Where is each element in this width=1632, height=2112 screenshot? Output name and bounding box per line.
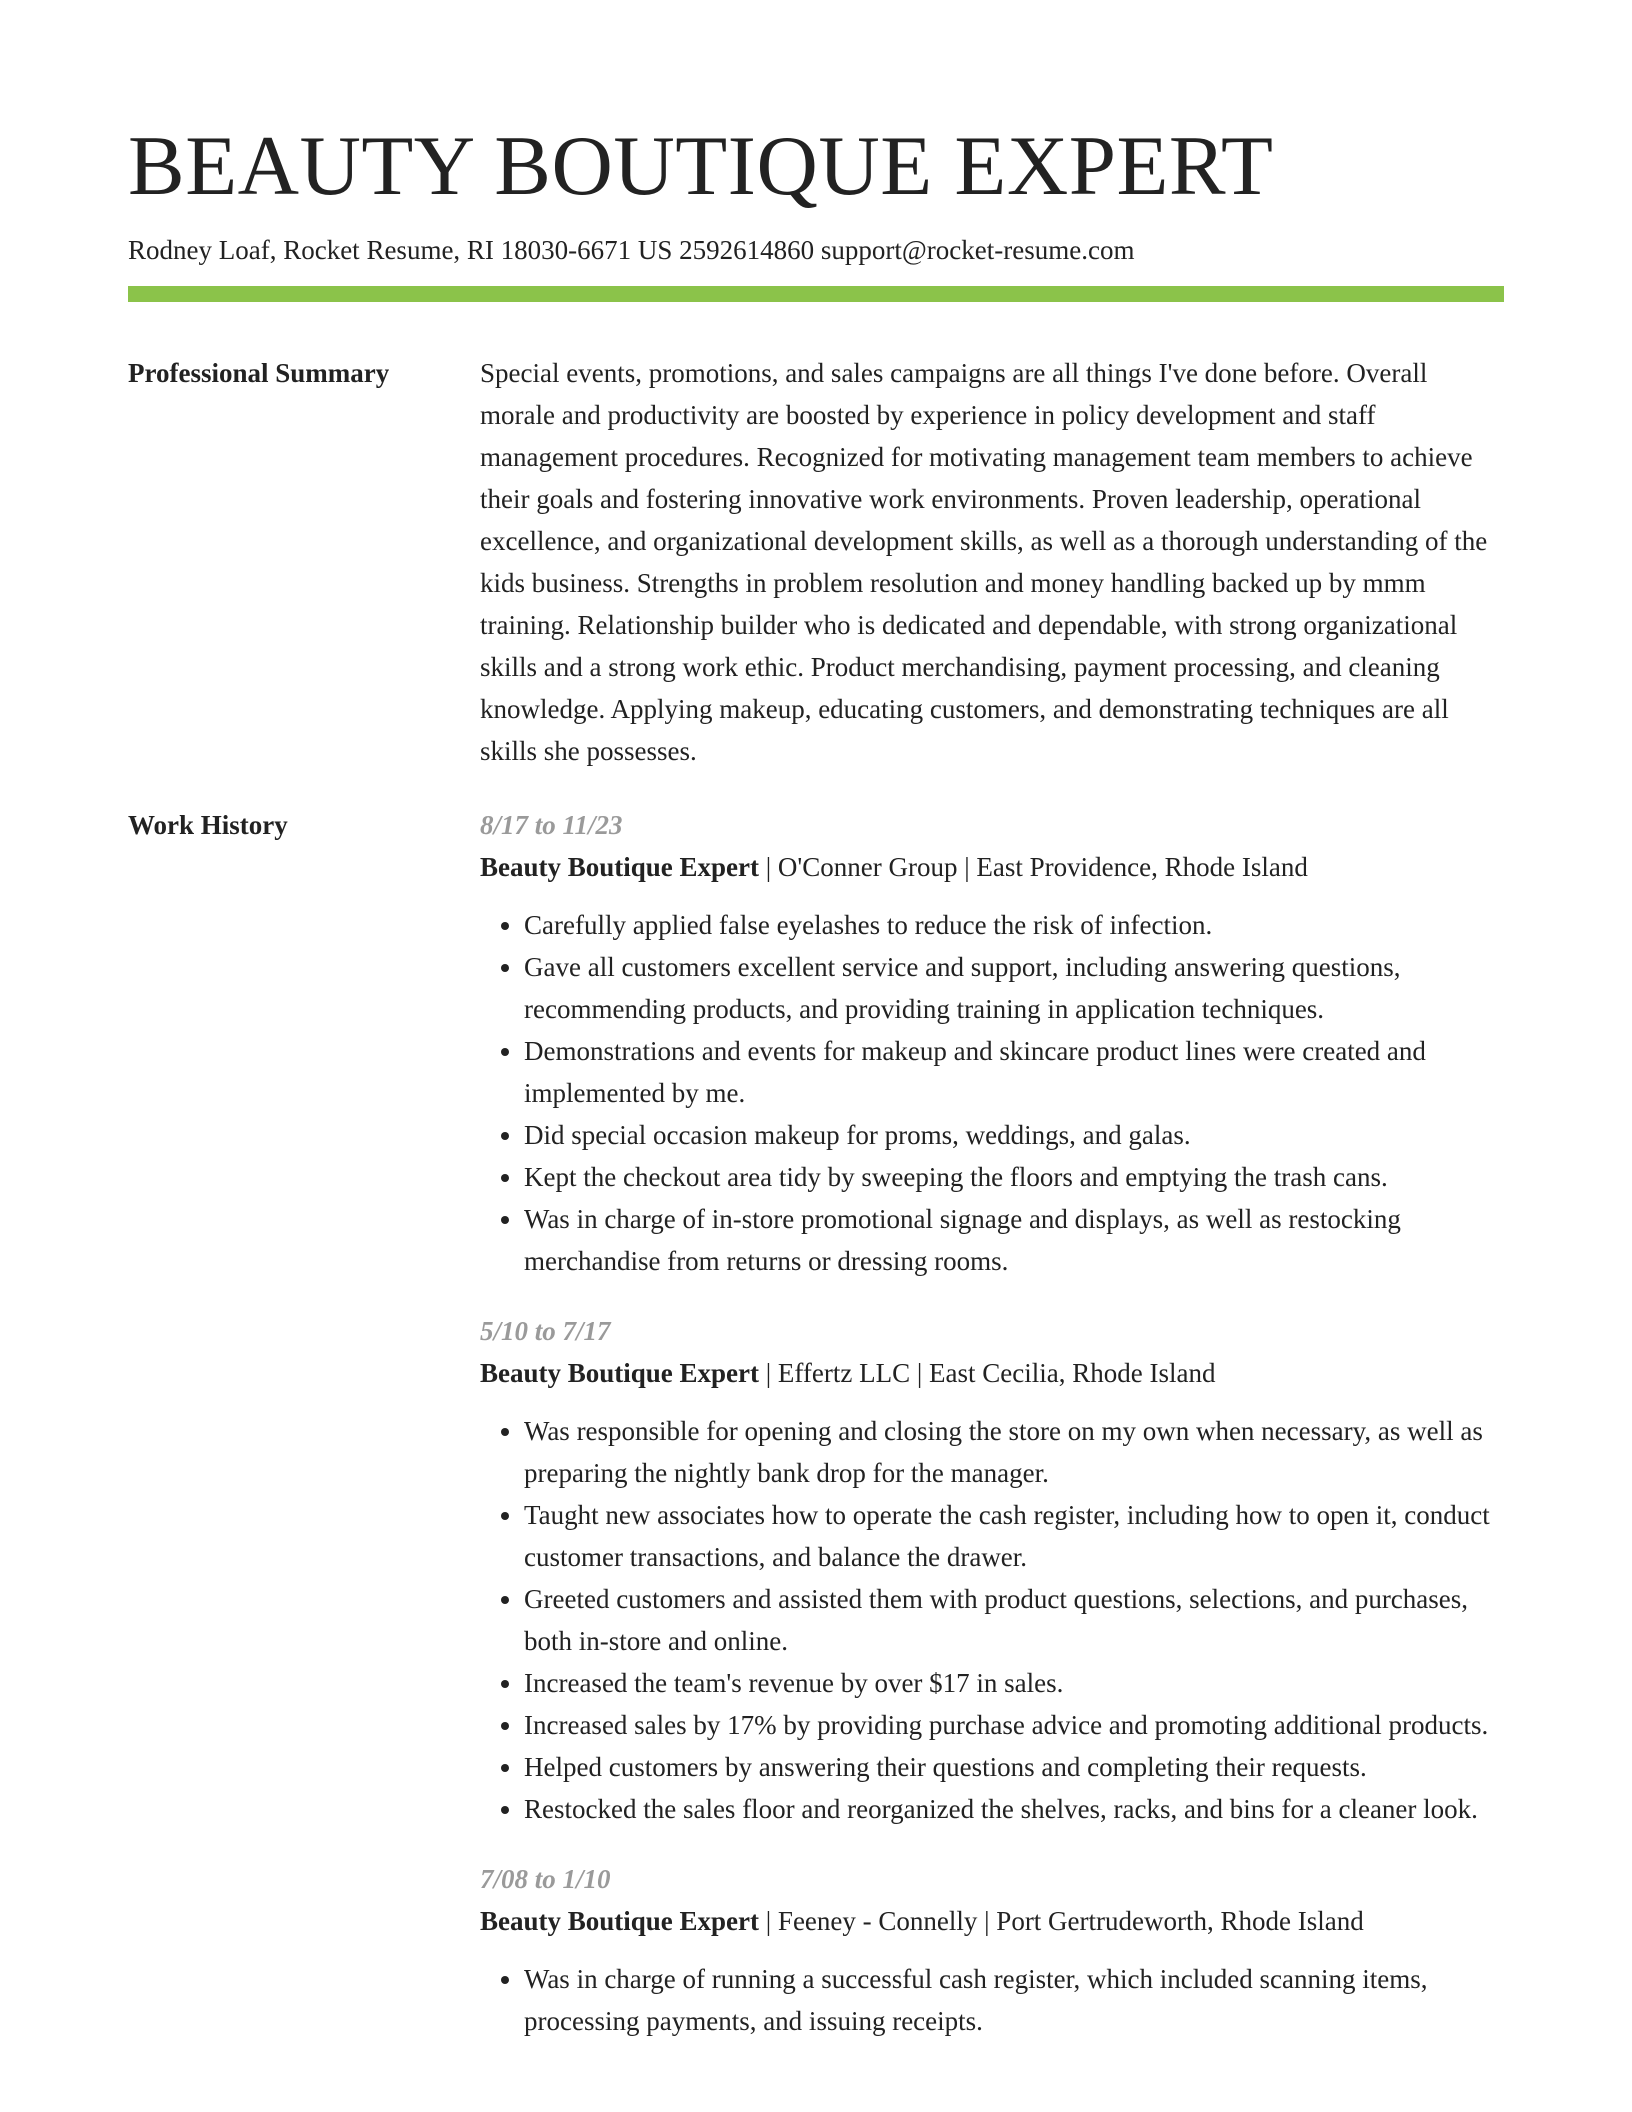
summary-text: Special events, promotions, and sales campaigns are all things I've done before. Overall morale and productivity are boosted by experience in policy development and staff management procedures. Recognized for motivating management team members to achieve their goals and fostering innovative work environments. Proven leadership, operational excellence, and organizational development skills, as well as a thorough understanding of the kids business. Strengths in problem resolution and money handling backed up by mmm training. Relationship builder who is dedicated and dependable, with strong organizational skills and a strong work ethic. Product merchandising, payment processing, and cleaning knowledge. Applying makeup, educating customers, and demonstrating techniques are all skills she possesses. — [480, 358, 1488, 766]
job-title: Beauty Boutique Expert — [480, 1906, 760, 1936]
job-bullet-list — [480, 1410, 1504, 1830]
job-bullet: • Was in charge of in-store promotional signage and displays, as well as restocking merchandise from returns or dressing rooms. — [524, 1198, 1504, 1282]
summary-body — [480, 352, 1504, 772]
job-bullet: • Gave all customers excellent service and support, including answering questions, recommending products, and providing training in application techniques. — [524, 946, 1504, 1030]
job-bullet: • Was in charge of running a successful cash register, which included scanning items, processing payments, and issuing receipts. — [524, 1958, 1504, 2042]
job-bullet: • Restocked the sales floor and reorganized the shelves, racks, and bins for a cleaner look. — [524, 1788, 1504, 1830]
contact-line: Rodney Loaf, Rocket Resume, RI 18030-6671 US 2592614860 support@rocket-resume.com — [128, 235, 1135, 265]
summary-heading: Professional Summary — [128, 358, 390, 388]
job-dates: 7/08 to 1/10 — [480, 1864, 611, 1894]
job-bullet-list — [480, 904, 1504, 1282]
job-bullet: • Increased the team's revenue by over $17 in sales. — [524, 1662, 1504, 1704]
job-bullet: • Taught new associates how to operate the cash register, including how to open it, conduct customer transactions, and balance the drawer. — [524, 1494, 1504, 1578]
work-history-body — [480, 804, 1504, 2070]
job-heading — [480, 846, 1504, 888]
job-bullet: • Kept the checkout area tidy by sweeping the floors and emptying the trash cans. — [524, 1156, 1504, 1198]
job-bullet: • Carefully applied false eyelashes to reduce the risk of infection. — [524, 904, 1504, 946]
job-bullet: • Helped customers by answering their questions and completing their requests. — [524, 1746, 1504, 1788]
accent-divider — [128, 286, 1504, 302]
job-heading — [480, 1352, 1504, 1394]
job-entry — [480, 1310, 1504, 1830]
job-entry — [480, 1858, 1504, 2042]
job-entry — [480, 804, 1504, 1282]
job-details: | Effertz LLC | East Cecilia, Rhode Island — [759, 1358, 1216, 1388]
job-title: Beauty Boutique Expert — [480, 1358, 760, 1388]
job-title: Beauty Boutique Expert — [480, 852, 760, 882]
resume-title: BEAUTY BOUTIQUE EXPERT — [128, 119, 1274, 213]
job-details: | O'Conner Group | East Providence, Rhode Island — [759, 852, 1308, 882]
job-dates: 8/17 to 11/23 — [480, 810, 623, 840]
job-dates: 5/10 to 7/17 — [480, 1316, 611, 1346]
work-history-heading: Work History — [128, 810, 288, 840]
job-heading — [480, 1900, 1504, 1942]
job-bullet: • Did special occasion makeup for proms, weddings, and galas. — [524, 1114, 1504, 1156]
job-bullet: • Increased sales by 17% by providing purchase advice and promoting additional products. — [524, 1704, 1504, 1746]
job-bullet: • Was responsible for opening and closing the store on my own when necessary, as well as preparing the nightly bank drop for the manager. — [524, 1410, 1504, 1494]
job-details: | Feeney - Connelly | Port Gertrudeworth, Rhode Island — [759, 1906, 1364, 1936]
job-bullet-list — [480, 1958, 1504, 2042]
job-bullet: • Demonstrations and events for makeup and skincare product lines were created and implemented by me. — [524, 1030, 1504, 1114]
job-bullet: • Greeted customers and assisted them with product questions, selections, and purchases, both in-store and online. — [524, 1578, 1504, 1662]
